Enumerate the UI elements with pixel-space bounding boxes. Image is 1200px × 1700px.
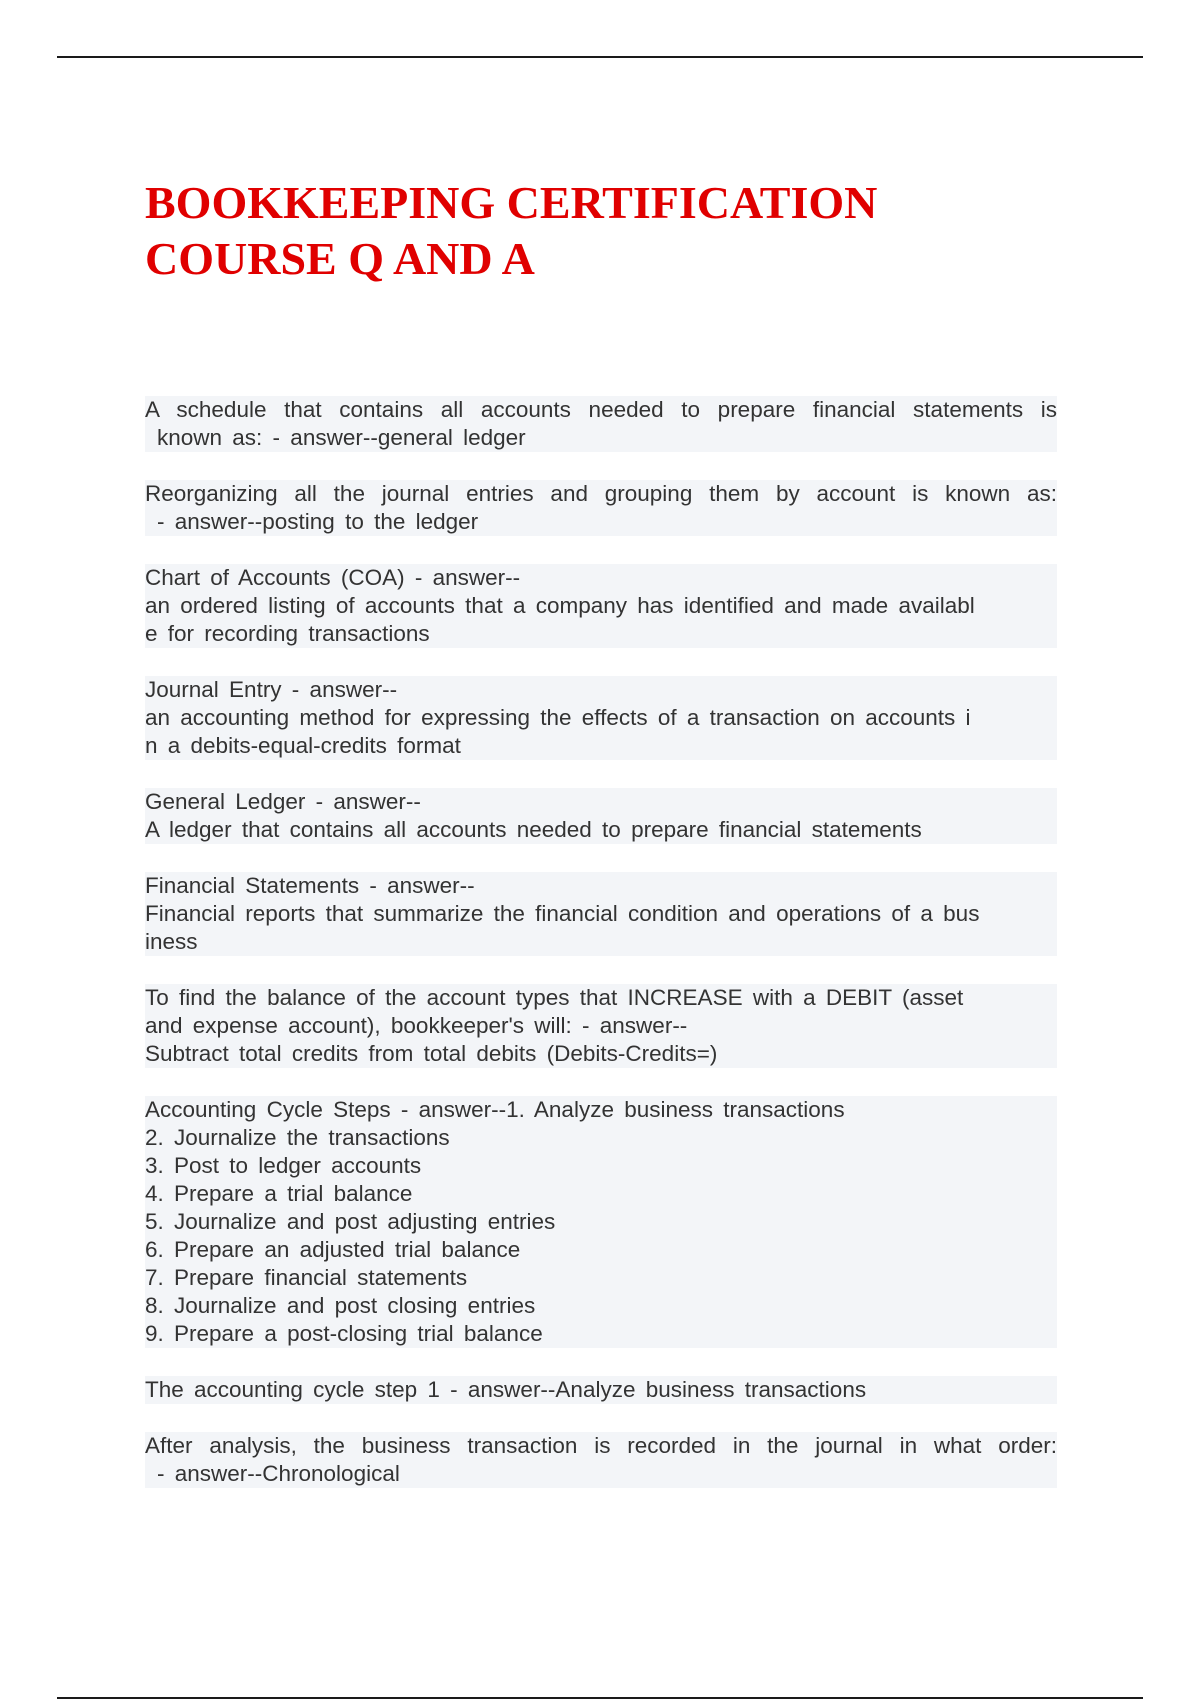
page-title	[145, 175, 1075, 287]
qa-line: To find the balance of the account types that INCREASE with a DEBIT (asset	[145, 985, 964, 1010]
qa-list	[145, 396, 1057, 1516]
qa-item-1	[145, 396, 1057, 452]
bottom-rule	[57, 1697, 1143, 1699]
qa-item-2	[145, 480, 1057, 536]
qa-line: e for recording transactions	[145, 621, 430, 646]
qa-line: iness	[145, 929, 198, 954]
qa-line: General Ledger - answer--	[145, 789, 421, 814]
qa-line: Journal Entry - answer--	[145, 677, 398, 702]
qa-item-6	[145, 872, 1057, 956]
qa-line: an ordered listing of accounts that a company has identified and made availabl	[145, 593, 975, 618]
qa-item-10	[145, 1432, 1057, 1488]
qa-line: After analysis, the business transaction is recorded in the journal in what order:	[145, 1433, 1057, 1458]
page-title-line-1: BOOKKEEPING CERTIFICATION	[145, 177, 878, 228]
qa-line: 5. Journalize and post adjusting entries	[145, 1209, 556, 1234]
qa-line: Reorganizing all the journal entries and grouping them by account is known as:	[145, 481, 1057, 506]
qa-line: 3. Post to ledger accounts	[145, 1153, 422, 1178]
qa-line: The accounting cycle step 1 - answer--Analyze business transactions	[145, 1377, 867, 1402]
qa-line: Financial Statements - answer--	[145, 873, 475, 898]
qa-line: 4. Prepare a trial balance	[145, 1181, 413, 1206]
top-rule	[57, 56, 1143, 58]
qa-item-4	[145, 676, 1057, 760]
qa-item-9	[145, 1376, 1057, 1404]
qa-line: Chart of Accounts (COA) - answer--	[145, 565, 521, 590]
qa-line: A schedule that contains all accounts needed to prepare financial statements is	[145, 397, 1057, 422]
qa-line: known as: - answer--general ledger	[157, 425, 526, 450]
qa-line: 2. Journalize the transactions	[145, 1125, 450, 1150]
qa-line: Financial reports that summarize the financial condition and operations of a bus	[145, 901, 980, 926]
qa-line: 8. Journalize and post closing entries	[145, 1293, 536, 1318]
qa-item-7	[145, 984, 1057, 1068]
qa-line: 9. Prepare a post-closing trial balance	[145, 1321, 543, 1346]
qa-line: 7. Prepare financial statements	[145, 1265, 468, 1290]
qa-line: Subtract total credits from total debits (Debits-Credits=)	[145, 1041, 718, 1066]
qa-line: - answer--posting to the ledger	[157, 509, 479, 534]
qa-line: n a debits-equal-credits format	[145, 733, 461, 758]
qa-line: 6. Prepare an adjusted trial balance	[145, 1237, 521, 1262]
qa-item-5	[145, 788, 1057, 844]
qa-line: and expense account), bookkeeper's will: - answer--	[145, 1013, 688, 1038]
qa-line: Accounting Cycle Steps - answer--1. Analyze business transactions	[145, 1097, 845, 1122]
qa-item-8	[145, 1096, 1057, 1348]
page-title-line-2: COURSE Q AND A	[145, 233, 535, 284]
qa-line: A ledger that contains all accounts needed to prepare financial statements	[145, 817, 922, 842]
qa-line: an accounting method for expressing the effects of a transaction on accounts i	[145, 705, 971, 730]
qa-item-3	[145, 564, 1057, 648]
qa-line: - answer--Chronological	[157, 1461, 400, 1486]
